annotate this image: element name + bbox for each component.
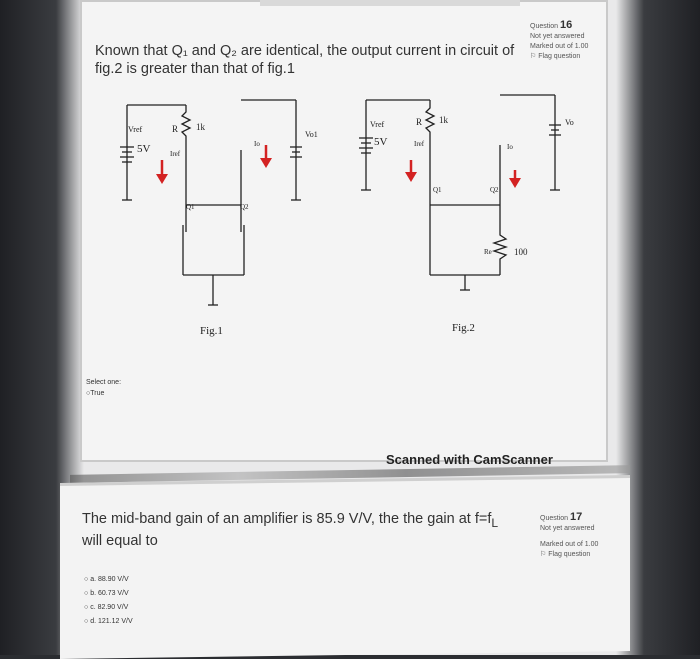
fig2-q1-label: Q1 bbox=[433, 186, 442, 194]
question-status: Not yet answered bbox=[530, 33, 585, 40]
fig1-r-label: R bbox=[172, 124, 179, 134]
fig2-r-value: 1k bbox=[439, 115, 448, 125]
fig1-q1-label: Q1 bbox=[186, 203, 195, 211]
question-17-info: Question 17 Not yet answered Marked out of 1.00 ⚐ Flag question bbox=[540, 511, 599, 558]
question-label: Question bbox=[530, 23, 559, 30]
fig2-re-value: 100 bbox=[514, 247, 528, 257]
fig1-q2-label: Q2 bbox=[240, 203, 249, 211]
fig1-iref-label: Iref bbox=[170, 150, 181, 158]
question-17-panel bbox=[60, 478, 630, 659]
question-17-options bbox=[84, 573, 133, 629]
option-true[interactable]: ○True bbox=[86, 390, 105, 397]
fig1-io-label: Io bbox=[254, 140, 260, 148]
fig2-vo-label: Vo bbox=[565, 118, 574, 127]
camscanner-watermark: Scanned with CamScanner bbox=[386, 452, 553, 467]
fig2-io-label: Io bbox=[507, 143, 513, 151]
fig1-vref-label: Vref bbox=[128, 125, 143, 134]
flag-question-link[interactable]: ⚐ Flag question bbox=[530, 53, 581, 60]
fig2-circuit bbox=[359, 95, 561, 290]
fig2-caption: Fig.2 bbox=[452, 322, 475, 334]
fig2-re-label: Re bbox=[484, 248, 492, 256]
fig1-circuit bbox=[120, 100, 302, 305]
select-one-label: Select one: bbox=[86, 379, 122, 386]
question-marks: Marked out of 1.00 bbox=[530, 43, 589, 50]
fig2-5v-label: 5V bbox=[374, 136, 388, 148]
fig2-q2-label: Q2 bbox=[490, 186, 499, 194]
fig2-vref-label: Vref bbox=[370, 120, 385, 129]
fig1-vo-label: Vo1 bbox=[305, 130, 318, 139]
fig1-r-value: 1k bbox=[196, 122, 205, 132]
fig2-r-label: R bbox=[416, 117, 423, 127]
option-c[interactable]: ○ c. 82.90 V/V bbox=[84, 604, 129, 611]
fig1-caption: Fig.1 bbox=[200, 325, 223, 337]
question-number: 16 bbox=[559, 19, 573, 31]
fig2-iref-label: Iref bbox=[414, 140, 425, 148]
answer-select bbox=[86, 377, 121, 399]
option-b[interactable]: ○ b. 60.73 V/V bbox=[84, 590, 129, 597]
option-a[interactable]: ○ a. 88.90 V/V bbox=[84, 576, 129, 583]
fig2-current-arrows bbox=[405, 160, 521, 188]
question-16-text: Known that Q₁ and Q₂ are identical, the output current in circuit of fig.2 is greater than that of fig.1 bbox=[95, 43, 515, 77]
fig1-5v-label: 5V bbox=[137, 143, 151, 155]
option-d[interactable]: ○ d. 121.12 V/V bbox=[84, 618, 133, 625]
question-17-text: The mid-band gain of an amplifier is 85.9 V/V, the the gain at $f=f_L$ will equal to bbox=[82, 511, 499, 549]
flag-question-17-link[interactable]: ⚐ Flag question bbox=[540, 551, 591, 558]
